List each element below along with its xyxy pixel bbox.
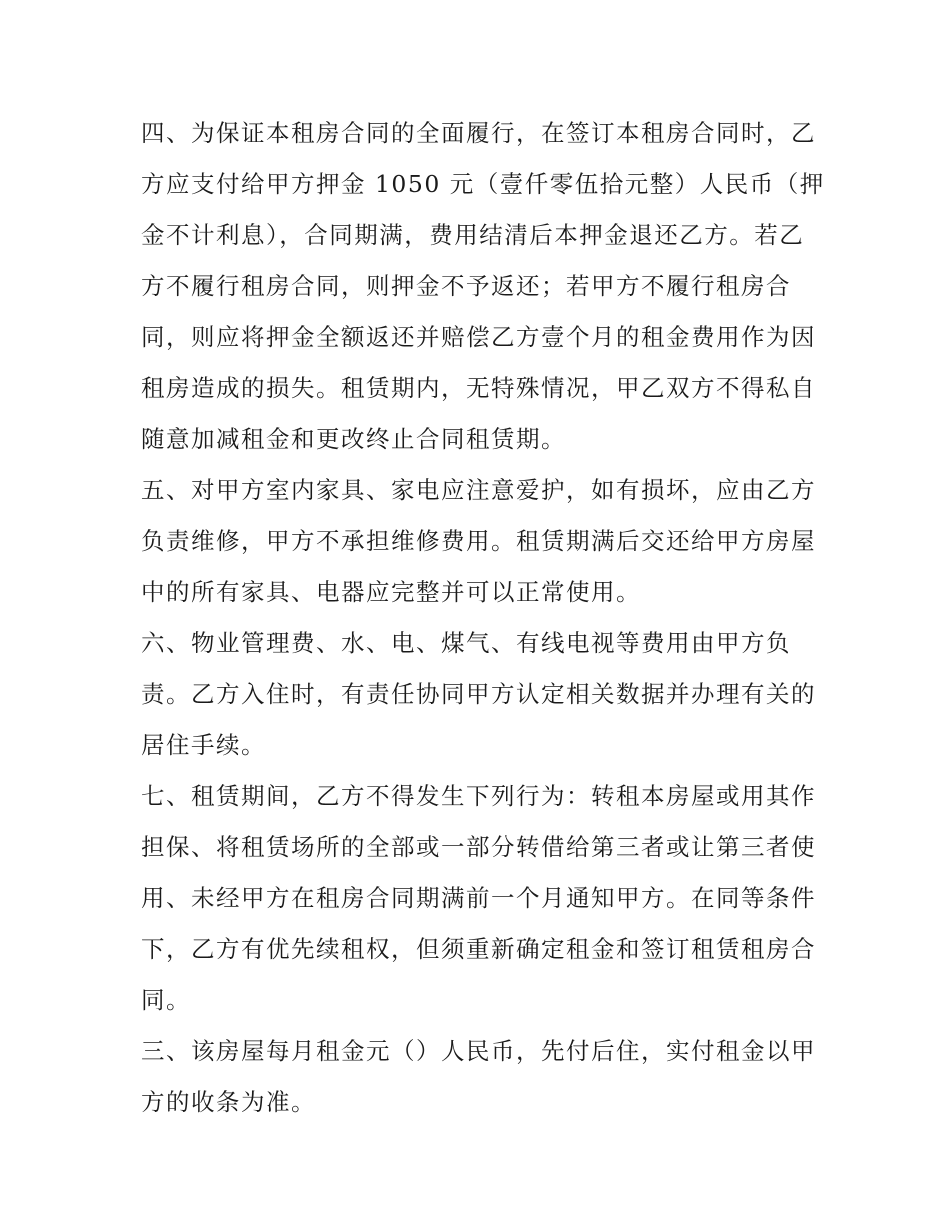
text-line: 四、为保证本租房合同的全面履行，在签订本租房合同时，乙 bbox=[141, 119, 816, 147]
text-line: 随意加减租金和更改终止合同租赁期。 bbox=[141, 425, 566, 453]
text-line: 下，乙方有优先续租权，但须重新确定租金和签订租赁租房合 bbox=[141, 935, 816, 963]
text-line: 五、对甲方室内家具、家电应注意爱护，如有损坏，应由乙方 bbox=[141, 476, 816, 504]
contract-body bbox=[141, 108, 825, 1128]
text-line: 同。 bbox=[141, 986, 191, 1014]
text-line: 七、租赁期间，乙方不得发生下列行为：转租本房屋或用其作 bbox=[141, 782, 816, 810]
text-line: 中的所有家具、电器应完整并可以正常使用。 bbox=[141, 578, 641, 606]
text-line: 方不履行租房合同，则押金不予返还；若甲方不履行租房合 bbox=[141, 272, 791, 300]
text-line: 三、该房屋每月租金元（）人民币，先付后住，实付租金以甲 bbox=[141, 1037, 816, 1065]
text-line: 责。乙方入住时，有责任协同甲方认定相关数据并办理有关的 bbox=[141, 680, 816, 708]
text-line: 同，则应将押金全额返还并赔偿乙方壹个月的租金费用作为因 bbox=[141, 323, 816, 351]
text-line: 六、物业管理费、水、电、煤气、有线电视等费用由甲方负 bbox=[141, 629, 791, 657]
text-line: 居住手续。 bbox=[141, 731, 266, 759]
text-line: 方的收条为准。 bbox=[141, 1088, 316, 1116]
text-line: 金不计利息），合同期满，费用结清后本押金退还乙方。若乙 bbox=[141, 221, 805, 249]
text-line: 方应支付给甲方押金 1050 元（壹仟零伍拾元整）人民币（押 bbox=[141, 170, 825, 198]
text-line: 担保、将租赁场所的全部或一部分转借给第三者或让第三者使 bbox=[141, 833, 816, 861]
text-line: 用、未经甲方在租房合同期满前一个月通知甲方。在同等条件 bbox=[141, 884, 816, 912]
text-line: 负责维修，甲方不承担维修费用。租赁期满后交还给甲方房屋 bbox=[141, 527, 816, 555]
text-line: 租房造成的损失。租赁期内，无特殊情况，甲乙双方不得私自 bbox=[141, 374, 816, 402]
